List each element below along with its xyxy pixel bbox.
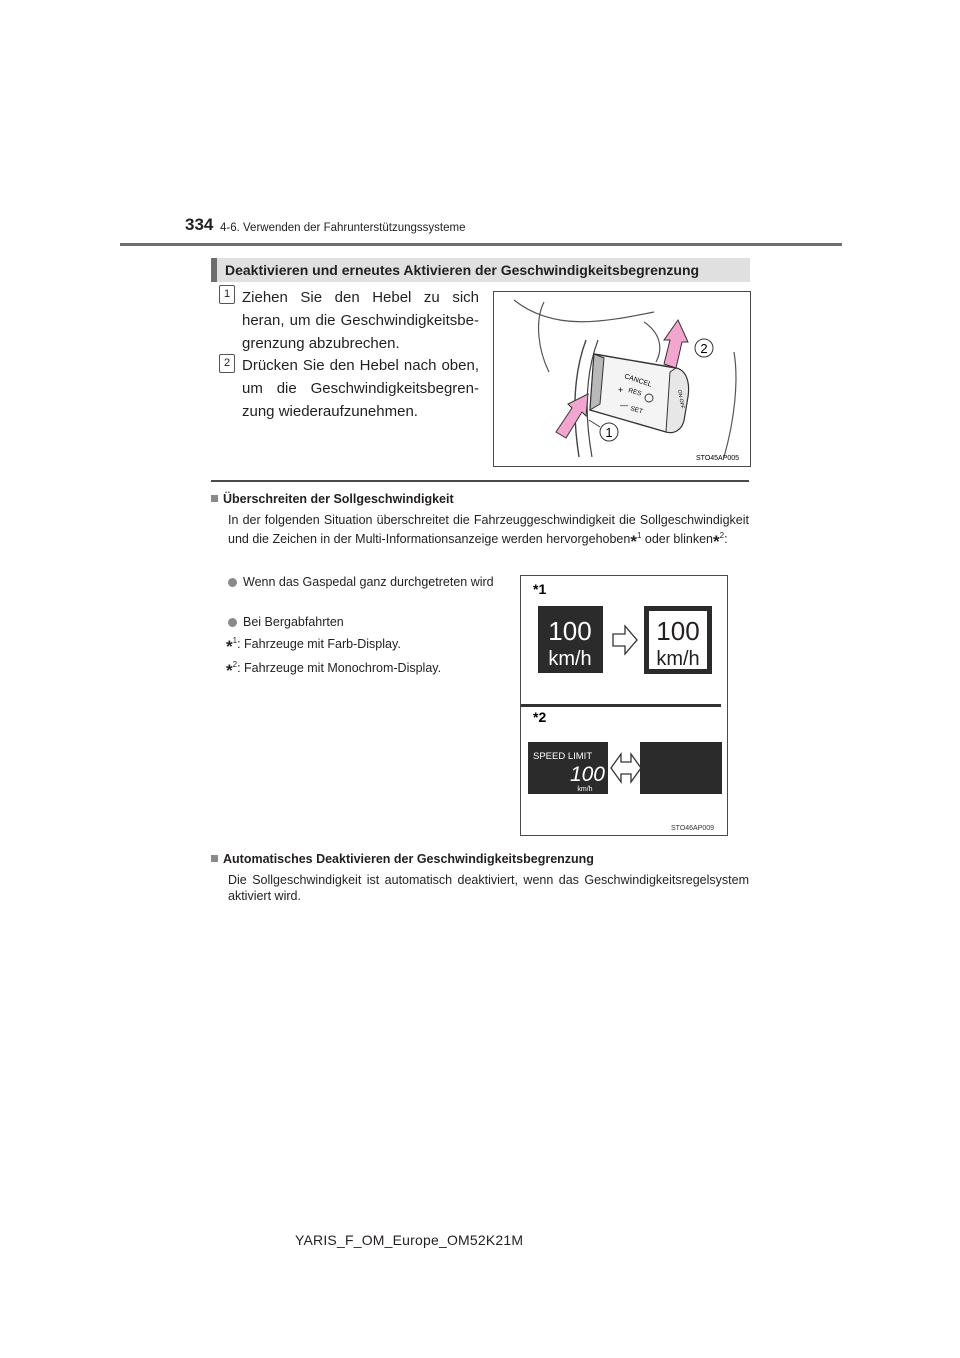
step-number-1: 1 bbox=[219, 285, 235, 304]
bullet-dot-icon bbox=[228, 618, 237, 627]
footnote-1: *$^1$: Fahrzeuge mit Farb-Display. bbox=[226, 636, 401, 657]
bullet-dot-icon bbox=[228, 578, 237, 587]
auto-deactivate-text: Die Sollgeschwindigkeit ist automatisch deaktiviert, wenn das Geschwindigkeitsregelsystem aktiviert wird. bbox=[228, 873, 749, 903]
mono-display-blank bbox=[640, 742, 722, 794]
callout-2: 2 bbox=[700, 341, 708, 356]
auto-deactivate-heading: Automatisches Deaktivieren der Geschwindigkeitsbegrenzung bbox=[211, 852, 594, 866]
page-number: 334 bbox=[185, 215, 214, 234]
lever-label-set: SET bbox=[629, 405, 644, 416]
section-title-bar bbox=[211, 258, 750, 282]
speed-value-normal: 100 bbox=[548, 616, 592, 646]
arrow-up-icon bbox=[664, 320, 688, 368]
callout-1: 1 bbox=[605, 425, 613, 440]
figure-code: STO45AP005 bbox=[696, 455, 740, 462]
mono-speed-value: 100 bbox=[569, 763, 605, 786]
double-arrow-icon bbox=[611, 754, 641, 782]
bullet-item-2: Bei Bergabfahrten bbox=[228, 614, 506, 630]
square-bullet-icon bbox=[211, 855, 218, 862]
figure-code: STO46AP009 bbox=[671, 825, 715, 832]
exceed-intro: In der folgenden Situation überschreitet die Fahrzeuggeschwindigkeit die Sollgeschwindigkeit und die Zeichen in der Multi-Informationsanzeige werden hervorgehoben*$^1$ oder blinken*$^2$: bbox=[228, 513, 749, 552]
footnote-2: *$^2$: Fahrzeuge mit Monochrom-Display. bbox=[226, 660, 442, 681]
section-accent bbox=[211, 258, 217, 282]
label-color-display: *1 bbox=[533, 581, 547, 597]
square-bullet-icon bbox=[211, 495, 218, 502]
lever-illustration bbox=[493, 291, 751, 467]
speed-unit-normal: km/h bbox=[548, 648, 592, 670]
lever-label-onoff: ON·OFF bbox=[676, 389, 686, 410]
arrow-pull-icon bbox=[556, 394, 588, 438]
lever-label-cancel: CANCEL bbox=[623, 373, 653, 389]
speed-unit-highlighted: km/h bbox=[656, 648, 700, 670]
lever-label-minus: — bbox=[620, 401, 628, 410]
mono-title: SPEED LIMIT bbox=[533, 751, 593, 762]
lever-label-res: RES bbox=[627, 387, 643, 398]
lever-label-plus: + bbox=[618, 385, 624, 395]
label-mono-display: *2 bbox=[533, 709, 547, 725]
mono-speed-unit: km/h bbox=[577, 786, 593, 793]
speed-value-highlighted: 100 bbox=[656, 616, 700, 646]
footer-doc-id: YARIS_F_OM_Europe_OM52K21M bbox=[295, 1232, 524, 1248]
header-rule bbox=[120, 243, 842, 246]
step-text-2: Drücken Sie den Hebel nach oben, um die Geschwindigkeitsbegrenzung wiederaufzunehmen. bbox=[242, 357, 479, 420]
arrow-right-icon bbox=[613, 626, 637, 654]
step-number-2: 2 bbox=[219, 354, 235, 373]
display-illustration bbox=[520, 575, 728, 836]
section-divider bbox=[211, 480, 749, 482]
step-text-1: Ziehen Sie den Hebel zu sich heran, um die Geschwindigkeitsbegrenzung abzubrechen. bbox=[242, 289, 479, 352]
chapter-title: 4-6. Verwenden der Fahrunterstützungssysteme bbox=[220, 222, 466, 234]
bullet-item-1: Wenn das Gaspedal ganz durchgetreten wird bbox=[228, 574, 506, 590]
section-title: Deaktivieren und erneutes Aktivieren der Geschwindigkeitsbegrenzung bbox=[225, 262, 700, 278]
exceed-heading: Überschreiten der Sollgeschwindigkeit bbox=[211, 492, 454, 506]
